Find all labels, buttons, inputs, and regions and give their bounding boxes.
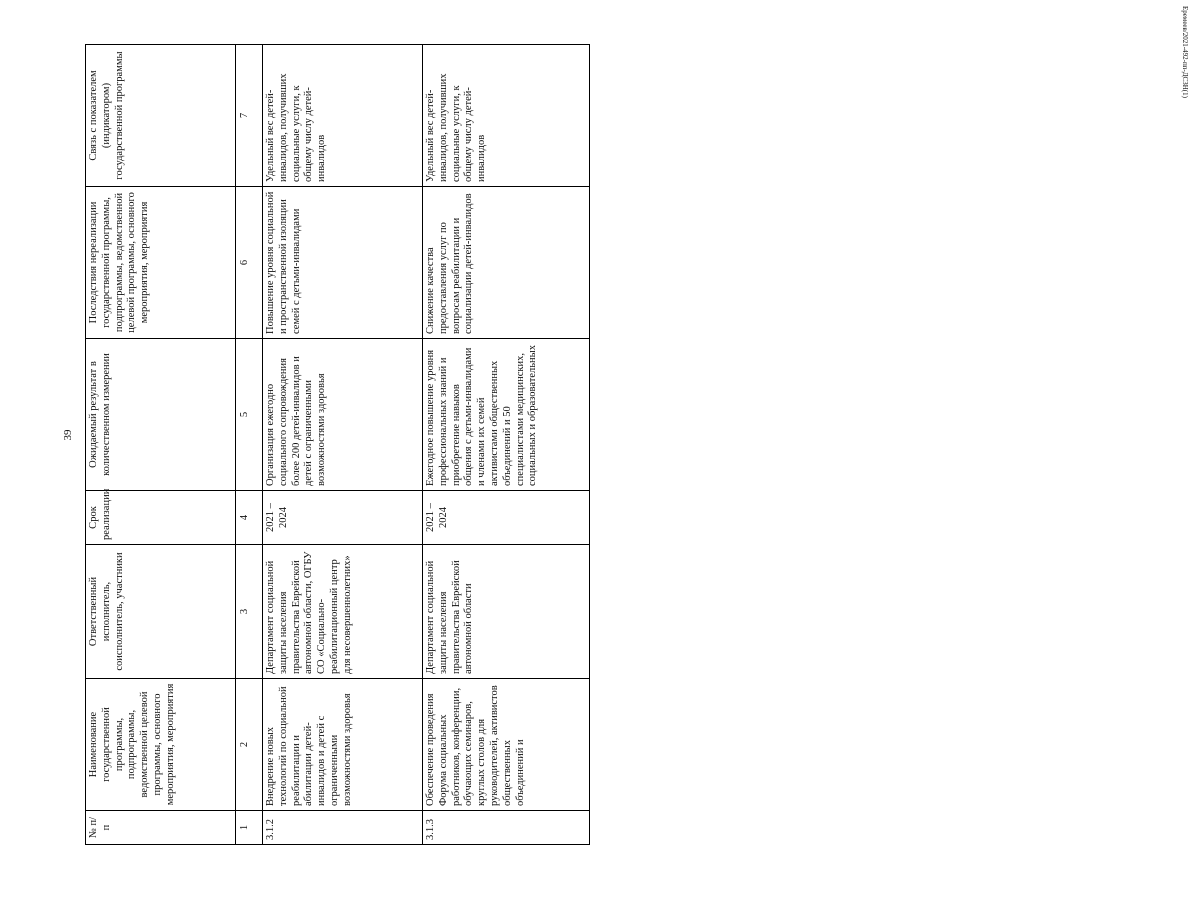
row-indicator: Удельный вес детей-инвалидов, получивших социальные услуги, к общему числу детей-инвалидов [423,45,590,187]
header-number: № п/п [86,811,236,845]
header-name: Наименование государственной программы, подпрограммы, ведомственной целевой программы, основного мероприятия, мероприятия [86,679,236,811]
program-table [85,44,590,845]
document-stamp: Еремеев/2021-492-пп-ДСЗН(1) [1181,6,1189,98]
header-consequences: Последствия нереализации государственной программы, подпрограммы, ведомственной целевой программы, основного мероприятия, мероприятия [86,187,236,339]
column-number: 3 [236,545,263,679]
rotated-table-wrapper [85,45,590,845]
row-consequences: Повышение уровня социальной и пространственной изоляции семей с детьми-инвалидами [263,187,423,339]
header-result: Ожидаемый результат в количественном измерении [86,339,236,491]
row-consequences: Снижение качества предоставления услуг по вопросам реабилитации и социализации детей-инвалидов [423,187,590,339]
row-term: 2021 – 2024 [423,491,590,545]
row-indicator: Удельный вес детей-инвалидов, получивших социальные услуги, к общему числу детей-инвалидов [263,45,423,187]
column-number-row [236,45,263,845]
row-name: Обеспечение проведения Форума социальных работников, конференции, обучающих семинаров, круглых столов для руководителей, активистов общественных объединений и [423,679,590,811]
column-number: 1 [236,811,263,845]
row-term: 2021 – 2024 [263,491,423,545]
header-executor: Ответственный исполнитель, соисполнитель, участники [86,545,236,679]
column-number: 2 [236,679,263,811]
header-indicator: Связь с показателем (индикатором) государственной программы [86,45,236,187]
table-row [423,45,590,845]
row-executor: Департамент социальной защиты населения правительства Еврейской автономной области [423,545,590,679]
header-row [86,45,236,845]
column-number: 4 [236,491,263,545]
row-number: 3.1.3 [423,811,590,845]
column-number: 6 [236,187,263,339]
column-number: 7 [236,45,263,187]
column-number: 5 [236,339,263,491]
row-result: Организация ежегодно социального сопровождения более 200 детей-инвалидов и детей с ограниченными возможностями здоровья [263,339,423,491]
row-name: Внедрение новых технологий по социальной реабилитации и абилитации детей-инвалидов и детей с ограниченными возможностями здоровья [263,679,423,811]
table-row [263,45,423,845]
page-number: 39 [62,429,74,441]
row-result: Ежегодное повышение уровня профессиональных знаний и приобретение навыков общения с детьми-инвалидами и членами их семей активистами общественных объединений и 50 специалистами медицинских, социальных и образовательных [423,339,590,491]
header-term: Срок реализации [86,491,236,545]
row-executor: Департамент социальной защиты населения правительства Еврейской автономной области, ОГБУ СО «Социально-реабилитационный центр для несовершеннолетних» [263,545,423,679]
row-number: 3.1.2 [263,811,423,845]
